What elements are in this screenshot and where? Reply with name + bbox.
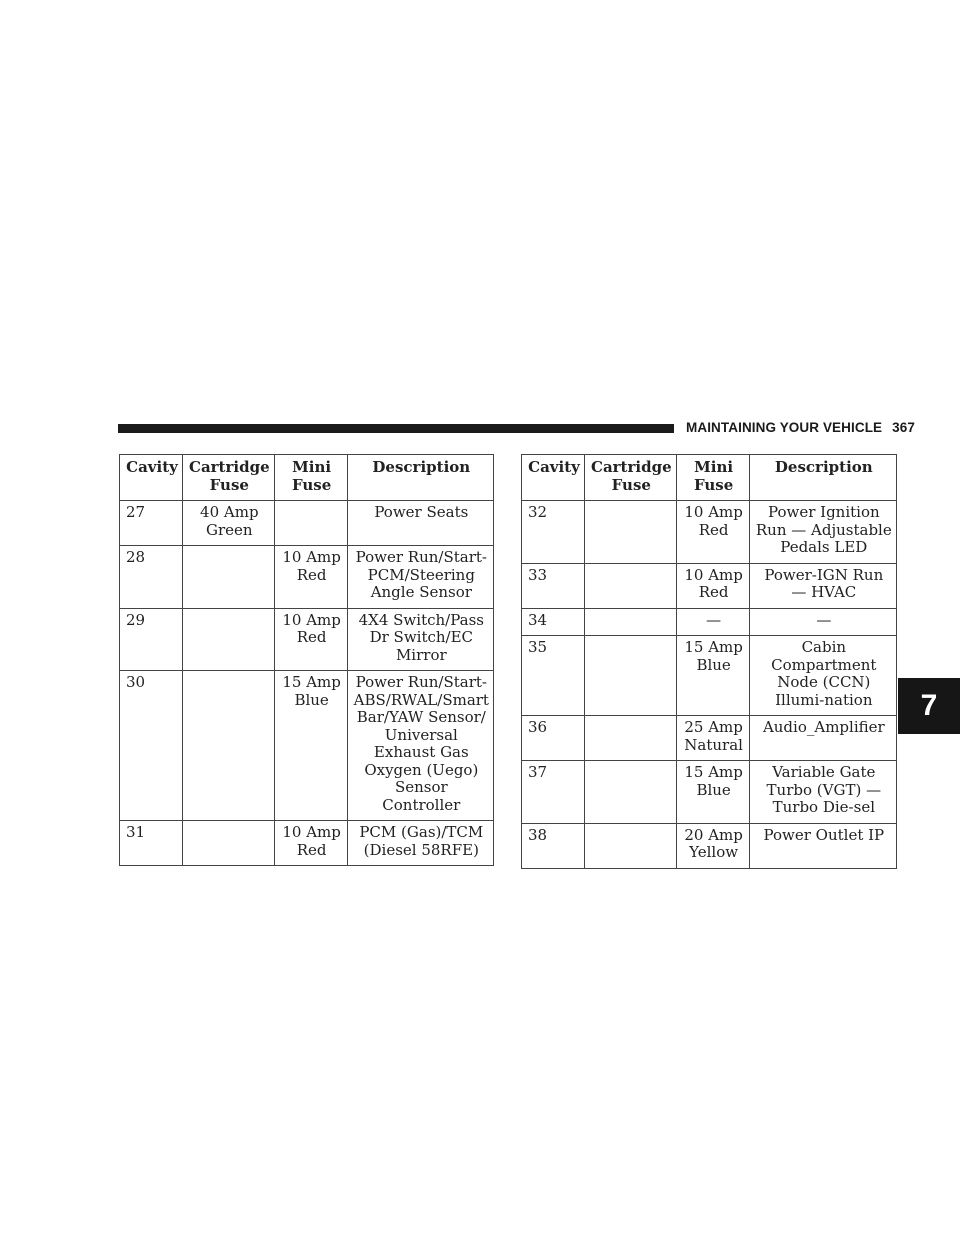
section-title: MAINTAINING YOUR VEHICLE (686, 420, 883, 435)
cavity-cell: 29 (120, 608, 183, 671)
table-row (120, 608, 494, 671)
cartridge-fuse-cell (183, 821, 275, 866)
mini-fuse-cell: 15 Amp Blue (676, 636, 749, 716)
col-header-cavity: Cavity (120, 455, 183, 501)
table-row (522, 636, 897, 716)
description-cell: Audio_Amplifier (749, 716, 896, 761)
mini-fuse-cell: 10 Amp Red (676, 501, 749, 564)
mini-fuse-cell: 15 Amp Blue (274, 671, 347, 821)
description-cell: Power Ignition Run — Adjustable Pedals LED (749, 501, 896, 564)
header-rule (118, 424, 674, 433)
table-row (120, 671, 494, 821)
table-row (120, 821, 494, 866)
col-header-cavity: Cavity (522, 455, 585, 501)
description-cell: Power Run/Start-PCM/Steering Angle Sensor (347, 546, 493, 609)
page-number: 367 (892, 420, 915, 435)
table-header-row (120, 455, 494, 501)
cartridge-fuse-cell (585, 608, 677, 636)
cavity-cell: 34 (522, 608, 585, 636)
cavity-cell: 33 (522, 563, 585, 608)
chapter-tab: 7 (898, 678, 960, 734)
running-header (686, 420, 915, 435)
cartridge-fuse-cell (585, 823, 677, 868)
mini-fuse-cell (274, 501, 347, 546)
cartridge-fuse-cell (585, 563, 677, 608)
table-row (522, 563, 897, 608)
cavity-cell: 27 (120, 501, 183, 546)
col-header-mini: Mini Fuse (676, 455, 749, 501)
table-row (522, 761, 897, 824)
cartridge-fuse-cell (585, 501, 677, 564)
description-cell: Power-IGN Run — HVAC (749, 563, 896, 608)
mini-fuse-cell: — (676, 608, 749, 636)
description-cell: Cabin Compartment Node (CCN) Illumi-nation (749, 636, 896, 716)
mini-fuse-cell: 10 Amp Red (274, 608, 347, 671)
description-cell: 4X4 Switch/Pass Dr Switch/EC Mirror (347, 608, 493, 671)
mini-fuse-cell: 25 Amp Natural (676, 716, 749, 761)
fuse-table-right (521, 454, 897, 869)
mini-fuse-cell: 10 Amp Red (274, 821, 347, 866)
table-row (522, 716, 897, 761)
cavity-cell: 31 (120, 821, 183, 866)
description-cell: Power Outlet IP (749, 823, 896, 868)
cavity-cell: 36 (522, 716, 585, 761)
col-header-description: Description (749, 455, 896, 501)
description-cell: Power Run/Start-ABS/RWAL/Smart Bar/YAW Sensor/ Universal Exhaust Gas Oxygen (Uego) Sensor Controller (347, 671, 493, 821)
cavity-cell: 30 (120, 671, 183, 821)
mini-fuse-cell: 10 Amp Red (274, 546, 347, 609)
table-row (522, 608, 897, 636)
cartridge-fuse-cell (585, 636, 677, 716)
fuse-table-left (119, 454, 494, 866)
mini-fuse-cell: 15 Amp Blue (676, 761, 749, 824)
table-row (522, 501, 897, 564)
mini-fuse-cell: 20 Amp Yellow (676, 823, 749, 868)
cavity-cell: 32 (522, 501, 585, 564)
cartridge-fuse-cell (183, 671, 275, 821)
mini-fuse-cell: 10 Amp Red (676, 563, 749, 608)
cartridge-fuse-cell (183, 546, 275, 609)
col-header-description: Description (347, 455, 493, 501)
description-cell: Variable Gate Turbo (VGT) — Turbo Die-sel (749, 761, 896, 824)
cartridge-fuse-cell (183, 608, 275, 671)
cavity-cell: 35 (522, 636, 585, 716)
cavity-cell: 38 (522, 823, 585, 868)
cavity-cell: 37 (522, 761, 585, 824)
cavity-cell: 28 (120, 546, 183, 609)
description-cell: Power Seats (347, 501, 493, 546)
cartridge-fuse-cell (585, 761, 677, 824)
col-header-cartridge: Cartridge Fuse (585, 455, 677, 501)
col-header-cartridge: Cartridge Fuse (183, 455, 275, 501)
col-header-mini: Mini Fuse (274, 455, 347, 501)
description-cell: — (749, 608, 896, 636)
cartridge-fuse-cell: 40 Amp Green (183, 501, 275, 546)
table-row (120, 546, 494, 609)
cartridge-fuse-cell (585, 716, 677, 761)
table-header-row (522, 455, 897, 501)
table-row (120, 501, 494, 546)
description-cell: PCM (Gas)/TCM (Diesel 58RFE) (347, 821, 493, 866)
table-row (522, 823, 897, 868)
